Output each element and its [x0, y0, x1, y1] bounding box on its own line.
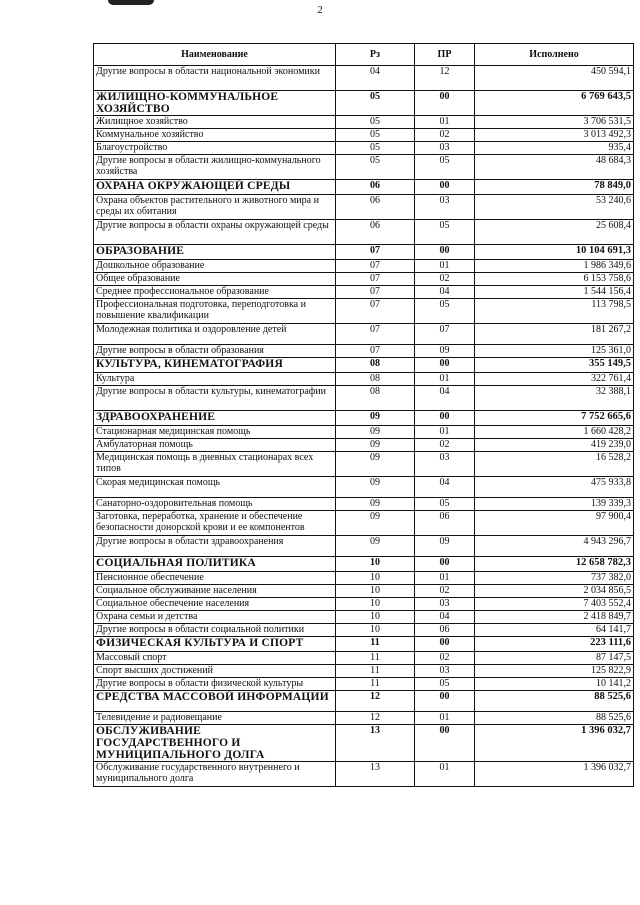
row-pr-cell: 03 — [415, 142, 475, 155]
row-name-cell: КУЛЬТУРА, КИНЕМАТОГРАФИЯ — [94, 358, 336, 373]
table-section-row — [94, 691, 634, 712]
row-value-cell: 16 528,2 — [475, 452, 634, 477]
row-value-cell: 113 798,5 — [475, 299, 634, 324]
row-rz-cell: 07 — [336, 345, 415, 358]
row-name-cell: Другие вопросы в области культуры, кинематографии — [94, 386, 336, 411]
row-name-cell: Благоустройство — [94, 142, 336, 155]
row-name-cell: СРЕДСТВА МАССОВОЙ ИНФОРМАЦИИ — [94, 691, 336, 712]
row-pr-cell: 04 — [415, 386, 475, 411]
row-name-cell: Телевидение и радиовещание — [94, 712, 336, 725]
row-value-cell: 10 104 691,3 — [475, 245, 634, 260]
row-name-cell: Социальное обслуживание населения — [94, 585, 336, 598]
table-row — [94, 598, 634, 611]
table-row — [94, 498, 634, 511]
row-rz-cell: 09 — [336, 511, 415, 536]
table-row — [94, 572, 634, 585]
table-row — [94, 260, 634, 273]
row-value-cell: 450 594,1 — [475, 66, 634, 91]
row-name-cell: Обслуживание государственного внутреннего и муниципального долга — [94, 762, 336, 787]
row-pr-cell: 01 — [415, 762, 475, 787]
row-name-cell: Амбулаторная помощь — [94, 439, 336, 452]
table-row — [94, 220, 634, 245]
table-row — [94, 511, 634, 536]
table-row — [94, 66, 634, 91]
row-name-cell: Другие вопросы в области национальной экономики — [94, 66, 336, 91]
row-value-cell: 1 396 032,7 — [475, 725, 634, 762]
row-value-cell: 181 267,2 — [475, 324, 634, 345]
row-name-cell: Другие вопросы в области социальной политики — [94, 624, 336, 637]
row-value-cell: 10 141,2 — [475, 678, 634, 691]
row-name-cell: Молодежная политика и оздоровление детей — [94, 324, 336, 345]
row-value-cell: 6 769 643,5 — [475, 91, 634, 116]
row-pr-cell: 00 — [415, 691, 475, 712]
row-pr-cell: 03 — [415, 452, 475, 477]
row-name-cell: Профессиональная подготовка, переподготовка и повышение квалификации — [94, 299, 336, 324]
row-rz-cell: 11 — [336, 652, 415, 665]
row-pr-cell: 12 — [415, 66, 475, 91]
row-pr-cell: 09 — [415, 345, 475, 358]
row-rz-cell: 07 — [336, 299, 415, 324]
row-pr-cell: 00 — [415, 725, 475, 762]
table-row — [94, 652, 634, 665]
row-rz-cell: 06 — [336, 195, 415, 220]
table-row — [94, 762, 634, 787]
row-rz-cell: 05 — [336, 155, 415, 180]
row-rz-cell: 08 — [336, 386, 415, 411]
row-name-cell: Социальное обеспечение населения — [94, 598, 336, 611]
row-pr-cell: 06 — [415, 624, 475, 637]
row-pr-cell: 03 — [415, 665, 475, 678]
row-pr-cell: 04 — [415, 611, 475, 624]
row-value-cell: 7 403 552,4 — [475, 598, 634, 611]
row-value-cell: 32 388,1 — [475, 386, 634, 411]
row-rz-cell: 13 — [336, 725, 415, 762]
table-row — [94, 324, 634, 345]
row-name-cell: Другие вопросы в области здравоохранения — [94, 536, 336, 557]
table-row — [94, 452, 634, 477]
table-body — [94, 66, 634, 787]
row-rz-cell: 07 — [336, 324, 415, 345]
row-name-cell: ОБРАЗОВАНИЕ — [94, 245, 336, 260]
table-section-row — [94, 180, 634, 195]
header-rz: Рз — [336, 44, 415, 66]
row-pr-cell: 01 — [415, 373, 475, 386]
row-rz-cell: 10 — [336, 572, 415, 585]
table-row — [94, 142, 634, 155]
table-section-row — [94, 358, 634, 373]
row-value-cell: 48 684,3 — [475, 155, 634, 180]
row-rz-cell: 09 — [336, 411, 415, 426]
row-pr-cell: 02 — [415, 585, 475, 598]
row-value-cell: 935,4 — [475, 142, 634, 155]
row-rz-cell: 10 — [336, 598, 415, 611]
row-pr-cell: 01 — [415, 572, 475, 585]
row-rz-cell: 13 — [336, 762, 415, 787]
row-pr-cell: 00 — [415, 91, 475, 116]
row-name-cell: Среднее профессиональное образование — [94, 286, 336, 299]
row-value-cell: 322 761,4 — [475, 373, 634, 386]
row-pr-cell: 00 — [415, 411, 475, 426]
row-value-cell: 4 943 296,7 — [475, 536, 634, 557]
table-row — [94, 426, 634, 439]
row-pr-cell: 05 — [415, 498, 475, 511]
row-value-cell: 12 658 782,3 — [475, 557, 634, 572]
row-pr-cell: 05 — [415, 220, 475, 245]
budget-execution-table — [93, 43, 634, 787]
row-rz-cell: 11 — [336, 637, 415, 652]
table-row — [94, 155, 634, 180]
row-rz-cell: 07 — [336, 273, 415, 286]
row-name-cell: Коммунальное хозяйство — [94, 129, 336, 142]
row-pr-cell: 03 — [415, 598, 475, 611]
row-pr-cell: 05 — [415, 299, 475, 324]
row-name-cell: Санаторно-оздоровительная помощь — [94, 498, 336, 511]
row-rz-cell: 05 — [336, 142, 415, 155]
table-row — [94, 536, 634, 557]
row-rz-cell: 05 — [336, 91, 415, 116]
table-row — [94, 129, 634, 142]
row-name-cell: Пенсионное обеспечение — [94, 572, 336, 585]
row-rz-cell: 09 — [336, 477, 415, 498]
row-rz-cell: 12 — [336, 691, 415, 712]
table-row — [94, 373, 634, 386]
row-pr-cell: 02 — [415, 439, 475, 452]
row-value-cell: 1 660 428,2 — [475, 426, 634, 439]
row-rz-cell: 10 — [336, 624, 415, 637]
table-row — [94, 585, 634, 598]
row-pr-cell: 09 — [415, 536, 475, 557]
table-row — [94, 678, 634, 691]
row-value-cell: 125 822,9 — [475, 665, 634, 678]
row-name-cell: Другие вопросы в области образования — [94, 345, 336, 358]
row-value-cell: 2 418 849,7 — [475, 611, 634, 624]
row-pr-cell: 01 — [415, 712, 475, 725]
row-name-cell: Культура — [94, 373, 336, 386]
row-name-cell: Заготовка, переработка, хранение и обеспечение безопасности донорской крови и ее компонентов — [94, 511, 336, 536]
row-rz-cell: 06 — [336, 220, 415, 245]
row-value-cell: 53 240,6 — [475, 195, 634, 220]
row-rz-cell: 09 — [336, 498, 415, 511]
row-value-cell: 475 933,8 — [475, 477, 634, 498]
table-section-row — [94, 91, 634, 116]
row-value-cell: 737 382,0 — [475, 572, 634, 585]
row-rz-cell: 05 — [336, 129, 415, 142]
row-pr-cell: 00 — [415, 180, 475, 195]
page-number: 2 — [317, 4, 323, 16]
row-pr-cell: 06 — [415, 511, 475, 536]
table-row — [94, 345, 634, 358]
row-pr-cell: 02 — [415, 129, 475, 142]
table-row — [94, 665, 634, 678]
row-value-cell: 1 396 032,7 — [475, 762, 634, 787]
header-pr: ПР — [415, 44, 475, 66]
row-value-cell: 64 141,7 — [475, 624, 634, 637]
row-rz-cell: 05 — [336, 116, 415, 129]
row-rz-cell: 10 — [336, 611, 415, 624]
row-name-cell: Спорт высших достижений — [94, 665, 336, 678]
row-rz-cell: 10 — [336, 557, 415, 572]
table-row — [94, 195, 634, 220]
table-row — [94, 299, 634, 324]
row-name-cell: Дошкольное образование — [94, 260, 336, 273]
row-value-cell: 97 900,4 — [475, 511, 634, 536]
row-rz-cell: 09 — [336, 426, 415, 439]
table-row — [94, 439, 634, 452]
row-rz-cell: 07 — [336, 245, 415, 260]
row-name-cell: Другие вопросы в области охраны окружающей среды — [94, 220, 336, 245]
row-rz-cell: 11 — [336, 678, 415, 691]
row-name-cell: СОЦИАЛЬНАЯ ПОЛИТИКА — [94, 557, 336, 572]
row-name-cell: ОХРАНА ОКРУЖАЮЩЕЙ СРЕДЫ — [94, 180, 336, 195]
row-rz-cell: 12 — [336, 712, 415, 725]
row-value-cell: 88 525,6 — [475, 691, 634, 712]
row-pr-cell: 03 — [415, 195, 475, 220]
row-value-cell: 223 111,6 — [475, 637, 634, 652]
table-row — [94, 116, 634, 129]
row-rz-cell: 11 — [336, 665, 415, 678]
row-value-cell: 3 706 531,5 — [475, 116, 634, 129]
row-rz-cell: 08 — [336, 373, 415, 386]
row-rz-cell: 07 — [336, 260, 415, 273]
row-value-cell: 139 339,3 — [475, 498, 634, 511]
row-pr-cell: 00 — [415, 358, 475, 373]
table-row — [94, 286, 634, 299]
row-value-cell: 6 153 758,6 — [475, 273, 634, 286]
row-rz-cell: 09 — [336, 452, 415, 477]
row-pr-cell: 04 — [415, 477, 475, 498]
row-rz-cell: 08 — [336, 358, 415, 373]
table-row — [94, 386, 634, 411]
row-value-cell: 1 986 349,6 — [475, 260, 634, 273]
row-pr-cell: 01 — [415, 116, 475, 129]
table-row — [94, 611, 634, 624]
row-pr-cell: 00 — [415, 245, 475, 260]
row-name-cell: Медицинская помощь в дневных стационарах всех типов — [94, 452, 336, 477]
row-name-cell: ОБСЛУЖИВАНИЕ ГОСУДАРСТВЕННОГО И МУНИЦИПАЛЬНОГО ДОЛГА — [94, 725, 336, 762]
row-value-cell: 125 361,0 — [475, 345, 634, 358]
row-rz-cell: 06 — [336, 180, 415, 195]
table-section-row — [94, 637, 634, 652]
table-row — [94, 712, 634, 725]
table-section-row — [94, 557, 634, 572]
row-name-cell: Общее образование — [94, 273, 336, 286]
row-name-cell: Другие вопросы в области жилищно-коммунального хозяйства — [94, 155, 336, 180]
row-name-cell: Массовый спорт — [94, 652, 336, 665]
table-section-row — [94, 411, 634, 426]
row-pr-cell: 00 — [415, 637, 475, 652]
row-name-cell: ФИЗИЧЕСКАЯ КУЛЬТУРА И СПОРТ — [94, 637, 336, 652]
row-pr-cell: 05 — [415, 155, 475, 180]
row-value-cell: 355 149,5 — [475, 358, 634, 373]
row-name-cell: Охрана объектов растительного и животного мира и среды их обитания — [94, 195, 336, 220]
table-section-row — [94, 725, 634, 762]
row-rz-cell: 07 — [336, 286, 415, 299]
table-row — [94, 273, 634, 286]
table-header-row — [94, 44, 634, 66]
row-rz-cell: 09 — [336, 439, 415, 452]
row-pr-cell: 07 — [415, 324, 475, 345]
row-name-cell: ЗДРАВООХРАНЕНИЕ — [94, 411, 336, 426]
row-pr-cell: 02 — [415, 273, 475, 286]
row-value-cell: 25 608,4 — [475, 220, 634, 245]
row-name-cell: Другие вопросы в области физической культуры — [94, 678, 336, 691]
row-pr-cell: 01 — [415, 260, 475, 273]
header-value: Исполнено — [475, 44, 634, 66]
row-rz-cell: 09 — [336, 536, 415, 557]
row-name-cell: ЖИЛИЩНО-КОММУНАЛЬНОЕ ХОЗЯЙСТВО — [94, 91, 336, 116]
row-pr-cell: 02 — [415, 652, 475, 665]
row-value-cell: 7 752 665,6 — [475, 411, 634, 426]
row-rz-cell: 10 — [336, 585, 415, 598]
row-value-cell: 78 849,0 — [475, 180, 634, 195]
row-pr-cell: 04 — [415, 286, 475, 299]
row-name-cell: Жилищное хозяйство — [94, 116, 336, 129]
row-value-cell: 1 544 156,4 — [475, 286, 634, 299]
row-pr-cell: 05 — [415, 678, 475, 691]
row-value-cell: 419 239,0 — [475, 439, 634, 452]
header-name: Наименование — [94, 44, 336, 66]
row-value-cell: 3 013 492,3 — [475, 129, 634, 142]
table-section-row — [94, 245, 634, 260]
row-pr-cell: 00 — [415, 557, 475, 572]
row-value-cell: 88 525,6 — [475, 712, 634, 725]
row-value-cell: 2 034 856,5 — [475, 585, 634, 598]
row-pr-cell: 01 — [415, 426, 475, 439]
row-name-cell: Охрана семьи и детства — [94, 611, 336, 624]
row-name-cell: Скорая медицинская помощь — [94, 477, 336, 498]
row-name-cell: Стационарная медицинская помощь — [94, 426, 336, 439]
table-row — [94, 477, 634, 498]
row-rz-cell: 04 — [336, 66, 415, 91]
table-row — [94, 624, 634, 637]
row-value-cell: 87 147,5 — [475, 652, 634, 665]
